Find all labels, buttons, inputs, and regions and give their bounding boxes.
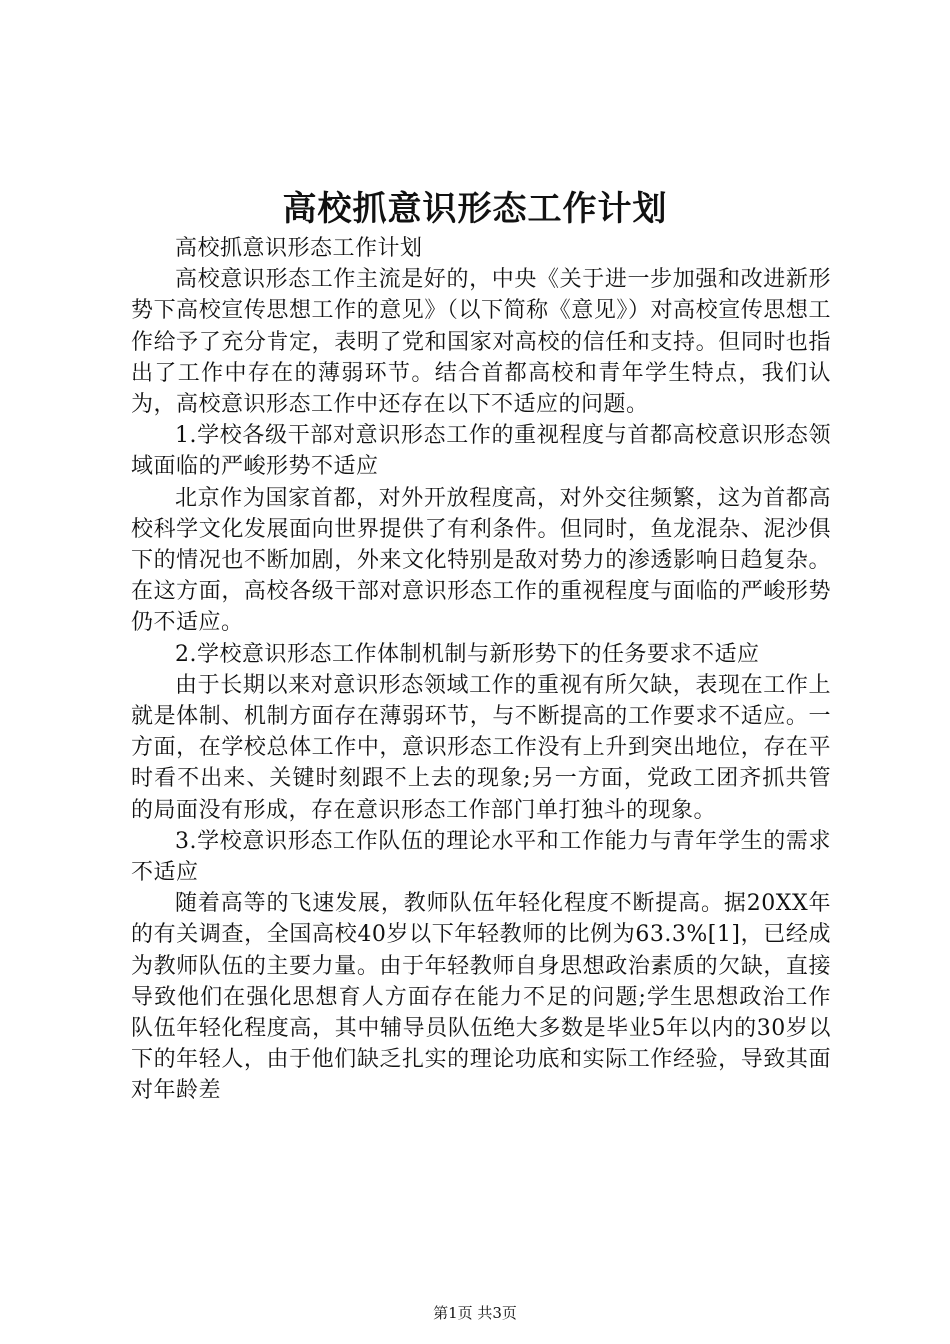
paragraph-section-1: 北京作为国家首都，对外开放程度高，对外交往频繁，这为首都高校科学文化发展面向世界提供了有利条件。但同时，鱼龙混杂、泥沙俱下的情况也不断加剧，外来文化特别是敌对势力的渗透影响日趋复杂。在这方面，高校各级干部对意识形态工作的重视程度与面临的严峻形势仍不适应。 xyxy=(131,485,831,636)
document-title: 高校抓意识形态工作计划 xyxy=(282,189,668,229)
page-footer: 第1页 共3页 xyxy=(433,1304,517,1322)
document-body xyxy=(131,233,831,1107)
section-heading-2: 2.学校意识形态工作体制机制与新形势下的任务要求不适应 xyxy=(175,641,760,667)
paragraph-section-3: 随着高等的飞速发展，教师队伍年轻化程度不断提高。据20XX年的有关调查，全国高校40岁以下年轻教师的比例为63.3%[1]，已经成为教师队伍的主要力量。由于年轻教师自身思想政治素质的欠缺，直接导致他们在强化思想育人方面存在能力不足的问题;学生思想政治工作队伍年轻化程度高，其中辅导员队伍绝大多数是毕业5年以内的30岁以下的年轻人，由于他们缺乏扎实的理论功底和实际工作经验，导致其面对年龄差 xyxy=(131,891,831,1104)
paragraph-section-2: 由于长期以来对意识形态领域工作的重视有所欠缺，表现在工作上就是体制、机制方面存在薄弱环节，与不断提高的工作要求不适应。一方面，在学校总体工作中，意识形态工作没有上升到突出地位，存在平时看不出来、关键时刻跟不上去的现象;另一方面，党政工团齐抓共管的局面没有形成，存在意识形态工作部门单打独斗的现象。 xyxy=(131,672,831,823)
paragraph-intro: 高校意识形态工作主流是好的，中央《关于进一步加强和改进新形势下高校宣传思想工作的意见》（以下简称《意见》）对高校宣传思想工作给予了充分肯定，表明了党和国家对高校的信任和支持。但同时也指出了工作中存在的薄弱环节。结合首都高校和青年学生特点，我们认为，高校意识形态工作中还存在以下不适应的问题。 xyxy=(131,267,831,418)
section-heading-1: 1.学校各级干部对意识形态工作的重视程度与首都高校意识形态领域面临的严峻形势不适应 xyxy=(131,423,831,480)
section-heading-3: 3.学校意识形态工作队伍的理论水平和工作能力与青年学生的需求不适应 xyxy=(131,828,831,886)
paragraph-heading: 高校抓意识形态工作计划 xyxy=(175,236,423,261)
